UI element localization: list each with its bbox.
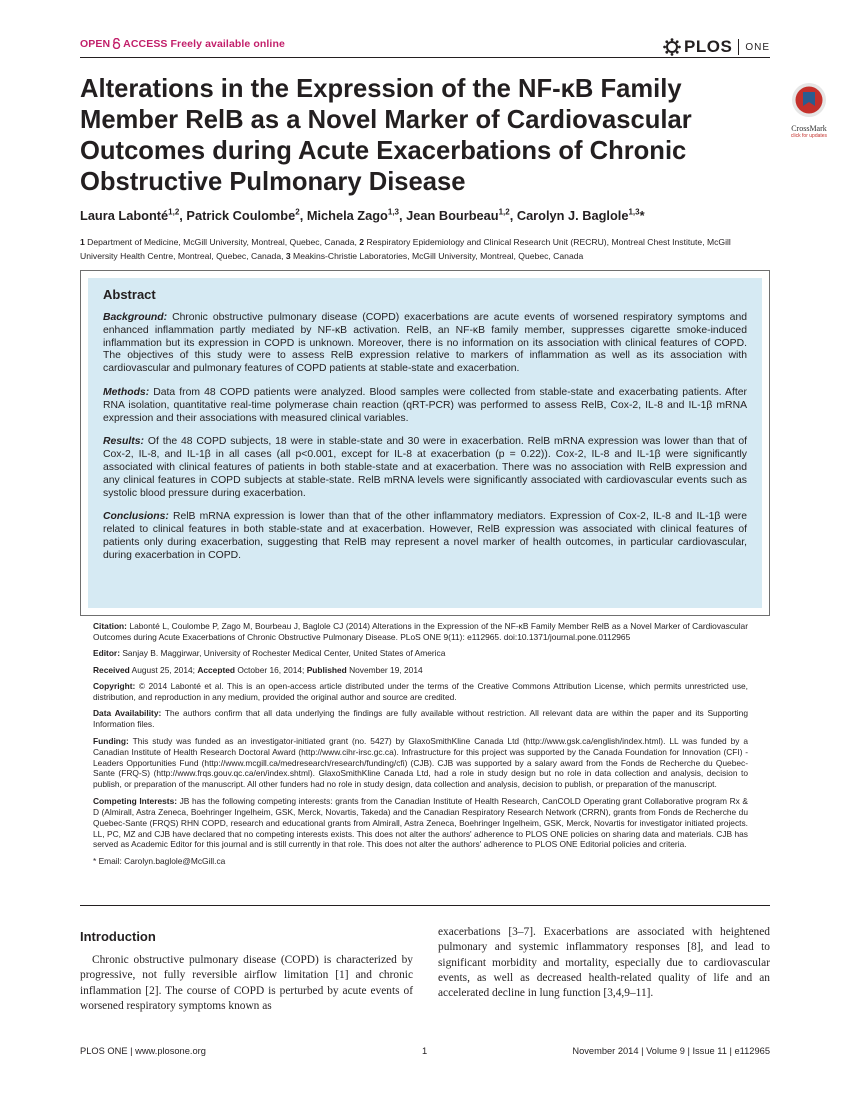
plos-wordmark: PLOS <box>684 37 733 56</box>
article-title: Alterations in the Expression of the NF-κB Family Member RelB as a Novel Marker of Cardiovascular Outcomes during Acute Exacerbations of Chronic Obstructive Pulmonary Disease <box>80 75 692 196</box>
author: Jean Bourbeau$^{1,2}$, <box>406 208 517 224</box>
author: Patrick Coulombe$^2$, <box>186 208 307 224</box>
open-lock-icon <box>112 38 121 49</box>
crossmark-badge[interactable] <box>781 82 837 139</box>
funding: Funding: This study was funded as an investigator-initiated grant (no. 5427) by GlaxoSmithKline Canada Ltd (http://www.gsk.ca/english/index.html). LL was funded by a Canadian Institute of Health Research Doctoral Award (http://www.cihr-irsc.gc.ca). Infrastructure for this project was supported by the Canada Foundation for Innovation (CFI) -Leaders Opportunities Fund (http://www.mcgill.ca/medresearch/research/funding/cfi) (CJB). CJB was supported by a salary award from the Fonds de Recherche du Quebec-Sante (FRQ-S) (http://www.frqs.gouv.qc.ca/en/index.shtml). GlaxoSmithKline Canada Ltd, had a role in study design but no role in data collection and analysis, decision to publish, or preparation of the manuscript. All other funders had no role in study design, data collection and analysis, decision to publish, or preparation of the manuscript. <box>93 735 748 790</box>
introduction-heading: Introduction <box>80 929 156 944</box>
crossmark-label: CrossMark <box>791 124 827 133</box>
journal-header <box>80 36 770 58</box>
introduction-right-column: exacerbations [3–7]. Exacerbations are associated with heightened pulmonary and systemic inflammatory responses [8], and lead to significant morbidity and mortality, especially due to cardiovascular events, as well as decreased health-related quality of life and an accelerated decline in lung function [3,4,9–11]. <box>438 926 770 1000</box>
article-metadata <box>93 621 748 872</box>
corresponding-email[interactable]: * Email: Carolyn.baglole@McGill.ca <box>93 855 226 866</box>
plos-one-logo[interactable] <box>663 36 770 58</box>
copyright: Copyright: © 2014 Labonté et al. This is an open-access article distributed under the terms of the Creative Commons Attribution License, which permits unrestricted use, distribution, and reproduction in any medium, provided the original author and source are credited. <box>93 681 749 703</box>
author-list <box>80 208 770 223</box>
competing-interests: Competing Interests: JB has the following competing interests: grants from the Canadian Institute of Health Research, CanCOLD Operating grant Collaborative program Rx & D (Almirall, Astra Zeneca, Boehringer Ingelheim, GSK, Merck, Novartis, Takeda) and the Canadian Respiratory Research Network (CRRN), grants from Fonds de Recherche du Quebec-Sante (FRQS) RHN COPD, research and educational grants from Almirall, Astra Zeneca, Boehringer Ingelheim, GSK, Merck, Novartis for investigator initiated projects. LL, PC, MZ and CJB have declared that no competing interests exists. This does not alter the authors' adherence to PLOS ONE policies on sharing data and materials. CJB has served as Academic Editor for this journal and is still currently in that role. This does not alter the authors' adherence to PLOS ONE Editorial policies and criteria. <box>93 795 748 850</box>
abstract-heading: Abstract <box>103 287 156 302</box>
abstract-methods: Methods: Data from 48 COPD patients were analyzed. Blood samples were collected from stable-state and exacerbating patients. After RNA isolation, quantitative real-time polymerase chain reaction (qRT-PCR) was performed to assess RelB, Cox-2, IL-8 and IL-1β mRNA expression and their associations with measured clinical variables. <box>103 386 747 424</box>
abstract-box <box>80 270 770 616</box>
author: Carolyn J. Baglole$^{1,3}$* <box>516 208 645 224</box>
abstract-background: Background: Chronic obstructive pulmonary disease (COPD) exacerbations are acute events of worsened respiratory symptoms and enhanced inflammation partly mediated by NF-κB activation. RelB, an NF-κB family member, suppresses cigarette smoke-induced inflammation but its expression in COPD is unknown. Moreover, there is no information on its association with clinical features of COPD. The objectives of this study were to assess RelB expression relative to markers of inflammation as well as its association with cardiovascular and pulmonary features of COPD patients at stable-state and exacerbation. <box>103 312 747 375</box>
author: Laura Labonté$^{1,2}$, <box>80 208 187 224</box>
abstract-conclusions: Conclusions: RelB mRNA expression is lower than that of the other inflammatory mediators. Expression of Cox-2, IL-8 and IL-1β were related to clinical features in both stable-state and at exacerbation. However, RelB expression was associated with clinical features of patients only during exacerbation, suggesting that RelB may represent a novel marker of health outcomes, in particular cardiovascular, during exacerbation in COPD. <box>103 511 748 561</box>
introduction-left-column: Chronic obstructive pulmonary disease (COPD) is characterized by progressive, not fully reversible airflow limitation [1] and chronic inflammation [2]. The course of COPD is perturbed by acute events of worsened respiratory symptoms known as <box>80 954 413 1012</box>
page-number: 1 <box>422 1046 428 1056</box>
crossmark-icon <box>791 82 827 118</box>
brand-divider <box>738 39 739 55</box>
footer-issue: November 2014 | Volume 9 | Issue 11 | e112965 <box>572 1046 770 1056</box>
crossmark-sublabel: click for updates <box>790 133 828 139</box>
header-rule <box>80 57 770 58</box>
data-availability: Data Availability: The authors confirm that all data underlying the findings are fully available without restriction. All relevant data are within the paper and its Supporting Information files. <box>93 708 748 730</box>
footer-journal: PLOS ONE | www.plosone.org <box>80 1046 206 1056</box>
citation: Citation: Labonté L, Coulombe P, Zago M, Bourbeau J, Baglole CJ (2014) Alterations in the Expression of the NF-κB Family Member RelB as a Novel Marker of Cardiovascular Outcomes during Acute Exacerbations of Chronic Obstructive Pulmonary Disease. PLoS ONE 9(11): e112965. doi:10.1371/journal.pone.0112965 <box>93 621 749 642</box>
plos-logo-icon <box>663 38 681 56</box>
abstract-panel <box>88 278 762 608</box>
abstract-results: Results: Of the 48 COPD subjects, 18 were in stable-state and 30 were in exacerbation. RelB mRNA expression was lower than that of Cox-2, IL-8, and IL-1β in all cases (all p<0.001, except for IL-8 at exacerbation (p = 0.22)). Cox-2, IL-8 and IL-1β were significantly associated with clinical features of patients in both stable-state and at exacerbation. There was no association with RelB expression and any clinical features in COPD subjects at stable-state. RelB mRNA levels were significantly associated with cardiovascular events such as systolic blood pressure during exacerbation. <box>103 436 747 499</box>
editor: Editor: Sanjay B. Maggirwar, University of Rochester Medical Center, United States of America <box>93 648 446 659</box>
affiliations: 1 Department of Medicine, McGill University, Montreal, Quebec, Canada, 2 Respiratory Epidemiology and Clinical Research Unit (RECRU), Montreal Chest Institute, McGill University Health Centre, Montreal, Quebec, Canada, 3 Meakins-Christie Laboratories, McGill University, Montreal, Quebec, Canada <box>80 237 731 261</box>
one-wordmark: ONE <box>745 41 770 53</box>
page-footer <box>80 1046 770 1060</box>
dates: Received August 25, 2014; Accepted October 16, 2014; Published November 19, 2014 <box>93 664 423 675</box>
open-access-label: OPEN ACCESS Freely available online <box>80 38 285 50</box>
author: Michela Zago$^{1,3}$, <box>306 208 407 224</box>
metadata-rule <box>80 905 770 906</box>
